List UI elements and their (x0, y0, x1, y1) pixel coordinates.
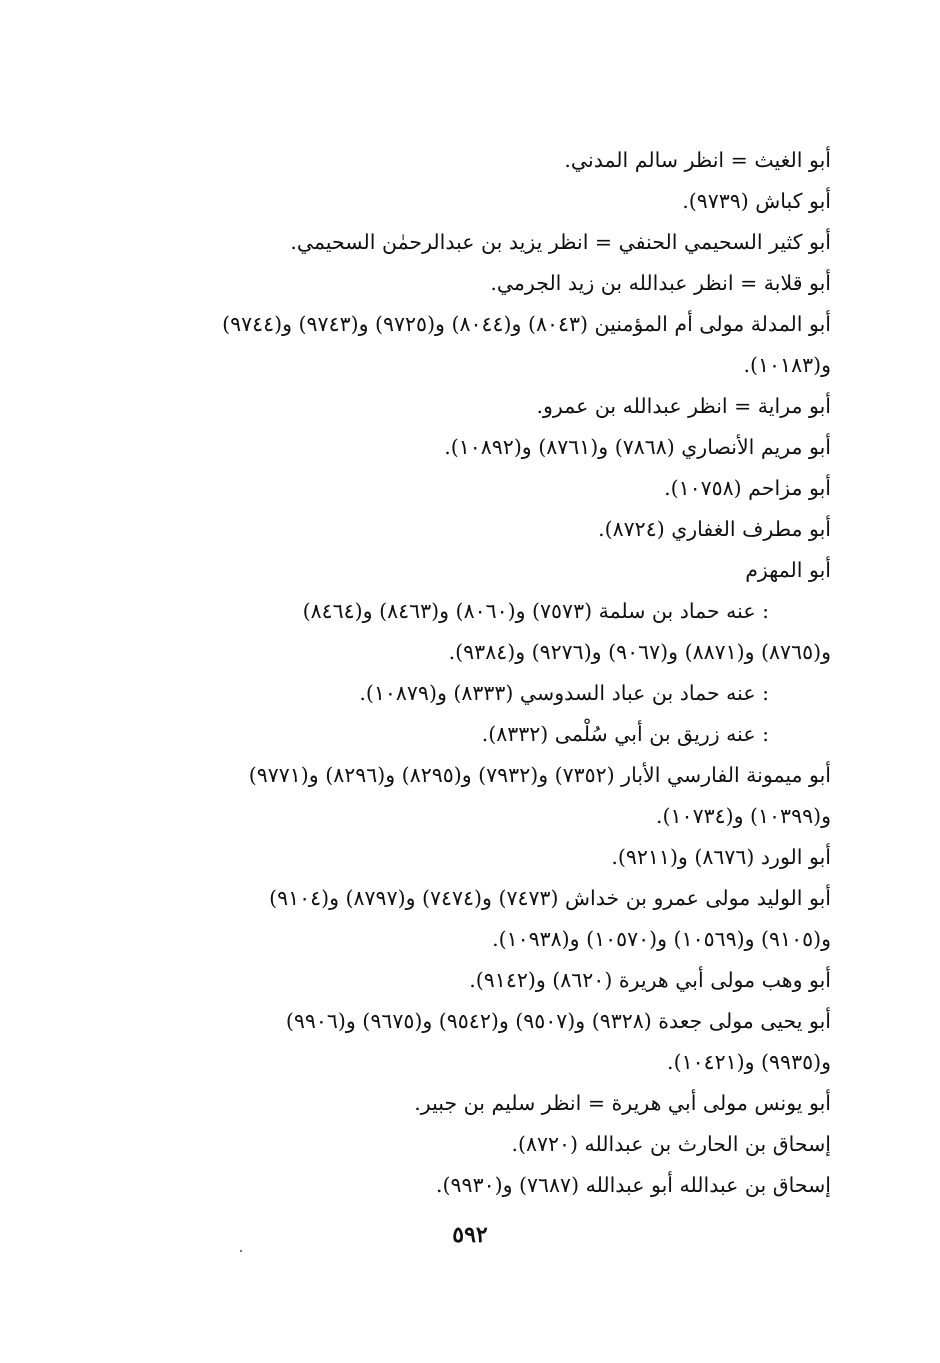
index-entry: أبو الورد (٨٦٧٦) و(٩٢١١). (611, 845, 831, 869)
index-entry: أبو يحيى مولى جعدة (٩٣٢٨) و(٩٥٠٧) و(٩٥٤٢) و(٩٦٧٥) و(٩٩٠٦) (285, 1009, 831, 1033)
index-entry: أبو مزاحم (١٠٧٥٨). (664, 476, 831, 500)
index-entries (128, 140, 831, 1206)
index-entry: أبو مراية = انظر عبدالله بن عمرو. (536, 394, 831, 418)
index-entry: أبو مطرف الغفاري (٨٧٢٤). (598, 517, 831, 541)
index-entry: أبو ميمونة الفارسي الأبار (٧٣٥٢) و(٧٩٣٢) و(٨٢٩٥) و(٨٢٩٦) و(٩٧٧١) (248, 763, 831, 787)
index-sub-entry: : عنه حماد بن عباد السدوسي (٨٣٣٣) و(١٠٨٧٩). (359, 681, 769, 705)
index-entry: أبو المدلة مولى أم المؤمنين (٨٠٤٣) و(٨٠٤٤) و(٩٧٢٥) و(٩٧٤٣) و(٩٧٤٤) (222, 312, 831, 336)
index-sub-entry: : عنه زريق بن أبي سُلْمى (٨٣٣٢). (481, 722, 769, 746)
index-entry: أبو قلابة = انظر عبدالله بن زيد الجرمي. (490, 271, 831, 295)
index-entry: إسحاق بن عبدالله أبو عبدالله (٧٦٨٧) و(٩٩٣٠). (436, 1173, 831, 1197)
index-entry-continuation: و(٩٩٣٥) و(١٠٤٢١). (667, 1050, 831, 1074)
index-entry: أبو المهزم (745, 558, 831, 582)
index-entry-continuation: و(٨٧٦٥) و(٨٨٧١) و(٩٠٦٧) و(٩٢٧٦) و(٩٣٨٤). (448, 640, 831, 664)
index-entry: أبو يونس مولى أبي هريرة = انظر سليم بن جبير. (414, 1091, 831, 1115)
index-entry: أبو وهب مولى أبي هريرة (٨٦٢٠) و(٩١٤٢). (469, 968, 831, 992)
scan-speck (240, 1250, 242, 1252)
index-entry: أبو كباش (٩٧٣٩). (682, 189, 831, 213)
index-entry: أبو كثير السحيمي الحنفي = انظر يزيد بن عبدالرحمٰن السحيمي. (290, 230, 831, 254)
index-entry: أبو مريم الأنصاري (٧٨٦٨) و(٨٧٦١) و(١٠٨٩٢). (444, 435, 831, 459)
index-sub-entry: : عنه حماد بن سلمة (٧٥٧٣) و(٨٠٦٠) و(٨٤٦٣) و(٨٤٦٤) (302, 599, 769, 623)
index-entry-continuation: و(١٠٣٩٩) و(١٠٧٣٤). (656, 804, 831, 828)
index-entry: إسحاق بن الحارث بن عبدالله (٨٧٢٠). (511, 1132, 831, 1156)
index-entry-continuation: و(٩١٠٥) و(١٠٥٦٩) و(١٠٥٧٠) و(١٠٩٣٨). (492, 927, 831, 951)
page-number: ٥٩٢ (452, 1222, 488, 1248)
index-entry-continuation: و(١٠١٨٣). (743, 353, 831, 377)
index-entry: أبو الغيث = انظر سالم المدني. (564, 148, 831, 172)
index-entry: أبو الوليد مولى عمرو بن خداش (٧٤٧٣) و(٧٤٧٤) و(٨٧٩٧) و(٩١٠٤) (269, 886, 831, 910)
